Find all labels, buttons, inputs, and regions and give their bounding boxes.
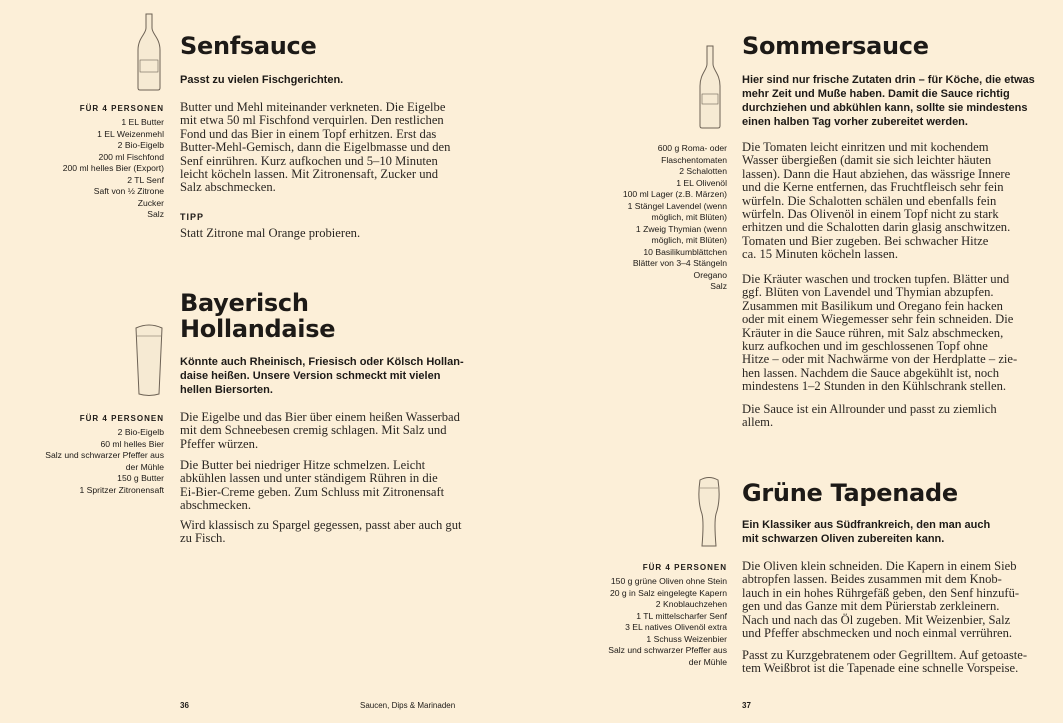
beer-bottle-illustration (134, 12, 164, 92)
beer-glass-illustration (132, 322, 166, 398)
recipe-title: Sommersauce (742, 32, 929, 60)
method-paragraph: Die Eigelbe und das Bier über einem heißen Wasserbad mit dem Schneebesen cremig schlagen. Mit Salz und Pfeffer würzen. (180, 410, 460, 451)
recipe-subtitle: Passt zu vielen Fischgerichten. (180, 74, 344, 86)
tip-text: Statt Zitrone mal Orange probieren. (180, 226, 361, 240)
beer-bottle-illustration (697, 44, 723, 130)
ingredients-list: 2 Bio-Eigelb 60 ml helles Bier Salz und schwarzer Pfeffer aus der Mühle 150 g Butter 1 Spritzer Zitronensaft (45, 427, 164, 495)
running-title: Saucen, Dips & Marinaden (360, 701, 456, 710)
method-paragraph: Die Butter bei niedriger Hitze schmelzen. Leicht abkühlen lassen und unter ständigem Rühren in die Ei-Bier-Creme geben. Zum Schluss mit Zitronensaft abschmecken. (180, 458, 445, 513)
tip-label: TIPP (180, 212, 205, 222)
ingredients-list: 150 g grüne Oliven ohne Stein 20 g in Salz eingelegte Kapern 2 Knoblauchzehen 1 TL mittelscharfer Senf 3 EL natives Olivenöl extra 1 Schuss Weizenbier Salz und schwarzer Pfeffer aus der Mühle (608, 576, 727, 667)
servings-heading: FÜR 4 PERSONEN (642, 563, 727, 572)
method-paragraph: Die Oliven klein schneiden. Die Kapern in einem Sieb abtropfen lassen. Beides zusammen mit dem Knob- lauch in ein hohes Rührgefäß geben, den Senf hinzufü- gen und das Ganze mit dem Pürierstab zerkleinern. Nach und nach das Öl zugeben. Mit Weizenbier, Salz und Pfeffer abschmecken und noch einmal verrühren. (742, 559, 1020, 641)
method-paragraph: Butter und Mehl miteinander verkneten. Die Eigelbe mit etwa 50 ml Fischfond verquirlen. Den restlichen Fond und das Bier in einem Topf erhitzen. Erst das Butter-Mehl-Gemisch, dann die Eigelbmasse und den Senf einrühren. Kurz aufkochen und 5–10 Minuten leicht köcheln lassen. Mit Zitronensaft, Zucker und Salz abschmecken. (180, 100, 451, 195)
recipe-subtitle: Könnte auch Rheinisch, Friesisch oder Kölsch Hollan- daise heißen. Unsere Version schmeckt mit vielen hellen Biersorten. (180, 356, 464, 396)
ingredients-list: 600 g Roma- oder Flaschentomaten 2 Schalotten 1 EL Olivenöl 100 ml Lager (z.B. Märzen) 1 Stängel Lavendel (wenn möglich, mit Blüten) 1 Zweig Thymian (wenn möglich, mit Blüten) 10 Basilikumblättchen Blätter von 3–4 Stängeln Oregano Salz (622, 143, 727, 291)
recipe-title: Grüne Tapenade (742, 479, 958, 507)
servings-heading: FÜR 4 PERSONEN (79, 414, 164, 423)
page-number: 36 (180, 701, 189, 710)
recipe-subtitle: Ein Klassiker aus Südfrankreich, den man auch mit schwarzen Oliven zubereiten kann. (742, 519, 991, 545)
method-paragraph: Die Kräuter waschen und trocken tupfen. Blätter und ggf. Blüten von Lavendel und Thymian abzupfen. Zusammen mit Basilikum und Oregano fein hacken oder mit einem Wiegemesser sehr fein schneiden. Die Kräuter in die Sauce rühren, mit Salz abschmecken, kurz aufkochen und im geschlossenen Topf ohne Hitze – oder mit Nachwärme von der Herdplatte – zie- hen lassen. Nachdem die Sauce abgekühlt ist, noch mindestens 1–2 Stunden in den Kühlschrank stellen. (742, 272, 1018, 394)
page-number: 37 (742, 701, 751, 710)
recipe-title: Bayerisch Hollandaise (180, 289, 336, 343)
servings-heading: FÜR 4 PERSONEN (79, 104, 164, 113)
method-paragraph: Wird klassisch zu Spargel gegessen, passt aber auch gut zu Fisch. (180, 518, 462, 546)
wheat-beer-glass-illustration (694, 476, 724, 550)
ingredients-list: 1 EL Butter 1 EL Weizenmehl 2 Bio-Eigelb 200 ml Fischfond 200 ml helles Bier (Export) 2 TL Senf Saft von ½ Zitrone Zucker Salz (62, 117, 164, 219)
recipe-subtitle: Hier sind nur frische Zutaten drin – für Köche, die etwas mehr Zeit und Muße haben. Damit die Sauce richtig durchziehen und abkühlen kann, sollte sie mindestens einen halben Tag vorher zubereitet werden. (742, 74, 1035, 128)
method-paragraph: Die Sauce ist ein Allrounder und passt zu ziemlich allem. (742, 402, 997, 430)
method-paragraph: Die Tomaten leicht einritzen und mit kochendem Wasser übergießen (damit sie sich leichter häuten lassen). Dann die Haut abziehen, das wässrige Innere und die Kerne entfernen, das Fruchtfleisch sehr fein würfeln. Die Schalotten schälen und ebenfalls fein würfeln. Das Olivenöl in einem Topf nicht zu stark erhitzen und die Schalotten darin glasig anschwitzen. Tomaten und Bier zugeben. Bei schwacher Hitze ca. 15 Minuten köcheln lassen. (742, 140, 1011, 262)
recipe-title: Senfsauce (180, 32, 317, 60)
method-paragraph: Passt zu Kurzgebratenem oder Gegrilltem. Auf getoaste- tem Weißbrot ist die Tapenade eine schnelle Vorspeise. (742, 648, 1028, 676)
